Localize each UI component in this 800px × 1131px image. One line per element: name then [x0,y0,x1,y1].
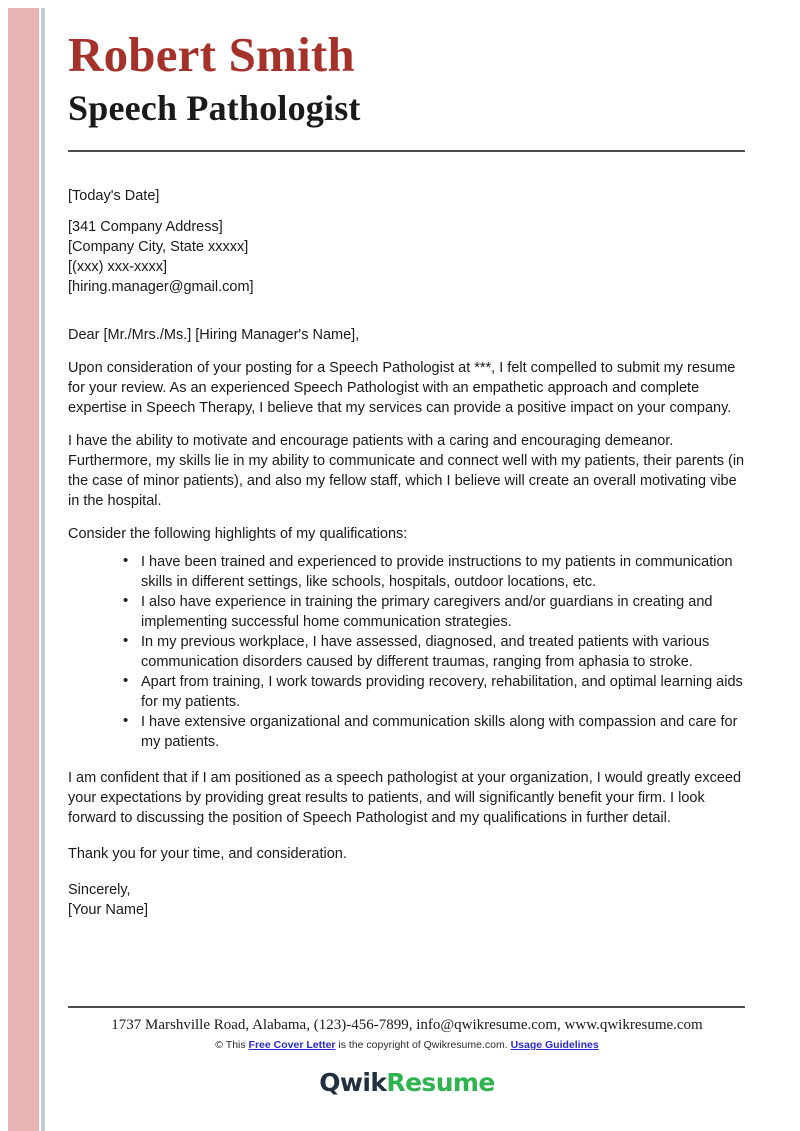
logo-text-resume: Resume [386,1067,495,1097]
recipient-phone-line: [(xxx) xxx-xxxx] [68,259,168,276]
letter-body [68,152,746,920]
decorative-left-stripe [8,8,39,1131]
list-item: • I have been trained and experienced to provide instructions to my patients in communication skills in different settings, like schools, hospitals, outdoor locations, etc. [123,552,746,592]
footer-copyright-line [68,1039,746,1053]
recipient-email-line: [hiring.manager@gmail.com] [68,279,254,296]
free-cover-letter-link[interactable]: Free Cover Letter [248,1039,336,1051]
copyright-icon: © [215,1039,224,1051]
copyright-prefix-text: This [225,1039,246,1051]
signature-name: [Your Name] [68,902,149,919]
applicant-name: Robert Smith [68,27,355,82]
body-paragraph-1: Upon consideration of your posting for a Speech Pathologist at ***, I felt compelled to submit my resume for your review. As an experienced Speech Pathologist with an empathetic approach and complete expertise in Speech Therapy, I believe that my services can provide a positive impact on your company. [68,360,736,417]
list-item: • Apart from training, I work towards providing recovery, rehabilitation, and optimal learning aids for my patients. [123,672,746,712]
footer-divider [68,1006,745,1008]
qwikresume-logo [68,1067,746,1097]
qualifications-list [68,552,746,752]
list-item: • I have extensive organizational and communication skills along with compassion and care for my patients. [123,712,746,752]
letter-date: [Today's Date] [68,188,160,205]
page-footer [68,1006,746,1095]
copyright-middle-text: is the copyright of Qwikresume.com. [338,1039,508,1051]
decorative-stripe-divider [41,8,45,1131]
body-paragraph-2: I have the ability to motivate and encourage patients with a caring and encouraging demeanor. Furthermore, my skills lie in my ability to communicate and connect well with my patients, their parents (in the case of minor patients), and also my fellow staff, which I believe will create an overall motivating vibe in the hospital. [68,433,745,510]
list-item: • I also have experience in training the primary caregivers and/or guardians in creating and implementing successful home communication strategies. [123,592,746,632]
sign-off: Sincerely, [68,882,131,899]
thank-you-line: Thank you for your time, and consideration. [68,846,347,863]
recipient-address-line: [341 Company Address] [68,219,223,236]
salutation: Dear [Mr./Mrs./Ms.] [Hiring Manager's Name], [68,327,360,344]
footer-contact-line: 1737 Marshville Road, Alabama, (123)-456-7899, info@qwikresume.com, www.qwikresume.com [111,1017,703,1033]
letter-page [68,0,746,1131]
list-item: • In my previous workplace, I have assessed, diagnosed, and treated patients with various communication disorders caused by different traumas, ranging from aphasia to stroke. [123,632,746,672]
recipient-city-line: [Company City, State xxxxx] [68,239,249,256]
closing-paragraph: I am confident that if I am positioned as a speech pathologist at your organization, I would greatly exceed your expectations by providing great results to patients, and will significantly benefit your firm. I look forward to discussing the position of Speech Pathologist and my qualifications in further detail. [68,770,742,827]
applicant-job-title: Speech Pathologist [68,88,361,129]
highlights-intro: Consider the following highlights of my qualifications: [68,526,408,543]
logo-text-qwik: Qwik [319,1067,387,1097]
usage-guidelines-link[interactable]: Usage Guidelines [510,1039,599,1051]
